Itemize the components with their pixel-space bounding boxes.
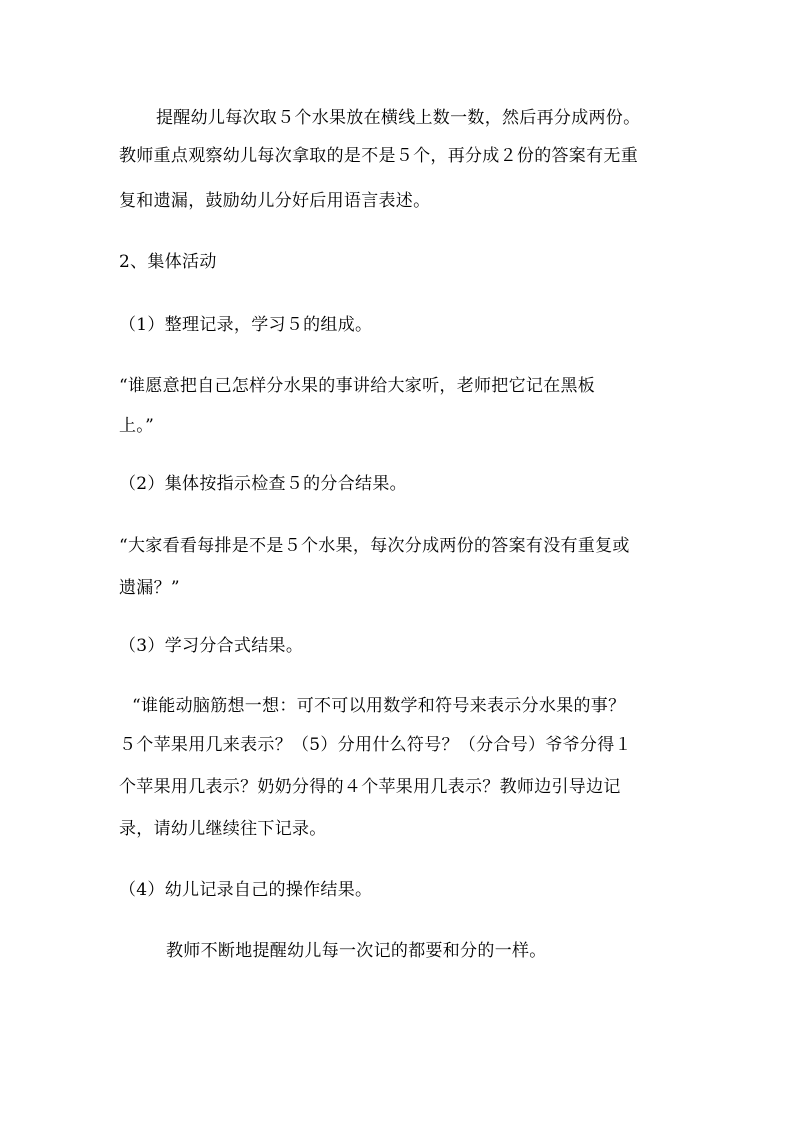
step-3-line-2: ５个苹果用几来表示？（5）分用什么符号？（分合号）爷爷分得１ [119, 735, 632, 755]
paragraph-1-line-3: 复和遗漏，鼓励幼儿分好后用语言表述。 [119, 191, 431, 211]
step-4-heading: （4）幼儿记录自己的操作结果。 [119, 880, 373, 900]
step-3-line-4: 录，请幼儿继续往下记录。 [119, 819, 327, 839]
step-1-heading: （1）整理记录，学习５的组成。 [119, 315, 373, 335]
step-1-quote-line-2: 上。” [119, 416, 155, 436]
section-heading: 2、集体活动 [119, 252, 217, 272]
step-2-heading: （2）集体按指示检查５的分合结果。 [119, 474, 407, 494]
step-3-heading: （3）学习分合式结果。 [119, 636, 304, 656]
step-2-quote-line-1: “大家看看每排是不是５个水果，每次分成两份的答案有没有重复或 [119, 536, 630, 556]
step-2-quote-line-2: 遗漏？” [119, 578, 180, 598]
step-3-line-1: “谁能动脑筋想一想：可不可以用数学和符号来表示分水果的事？ [132, 696, 626, 716]
step-3-line-3: 个苹果用几表示？奶奶分得的４个苹果用几表示？教师边引导边记 [119, 777, 621, 797]
paragraph-1-line-2: 教师重点观察幼儿每次拿取的是不是５个，再分成２份的答案有无重 [119, 146, 638, 166]
paragraph-1-line-1: 提醒幼儿每次取５个水果放在横线上数一数，然后再分成两份。 [156, 108, 641, 128]
step-1-quote-line-1: “谁愿意把自己怎样分水果的事讲给大家听，老师把它记在黑板 [119, 376, 596, 396]
step-4-line-1: 教师不断地提醒幼儿每一次记的都要和分的一样。 [166, 941, 547, 961]
